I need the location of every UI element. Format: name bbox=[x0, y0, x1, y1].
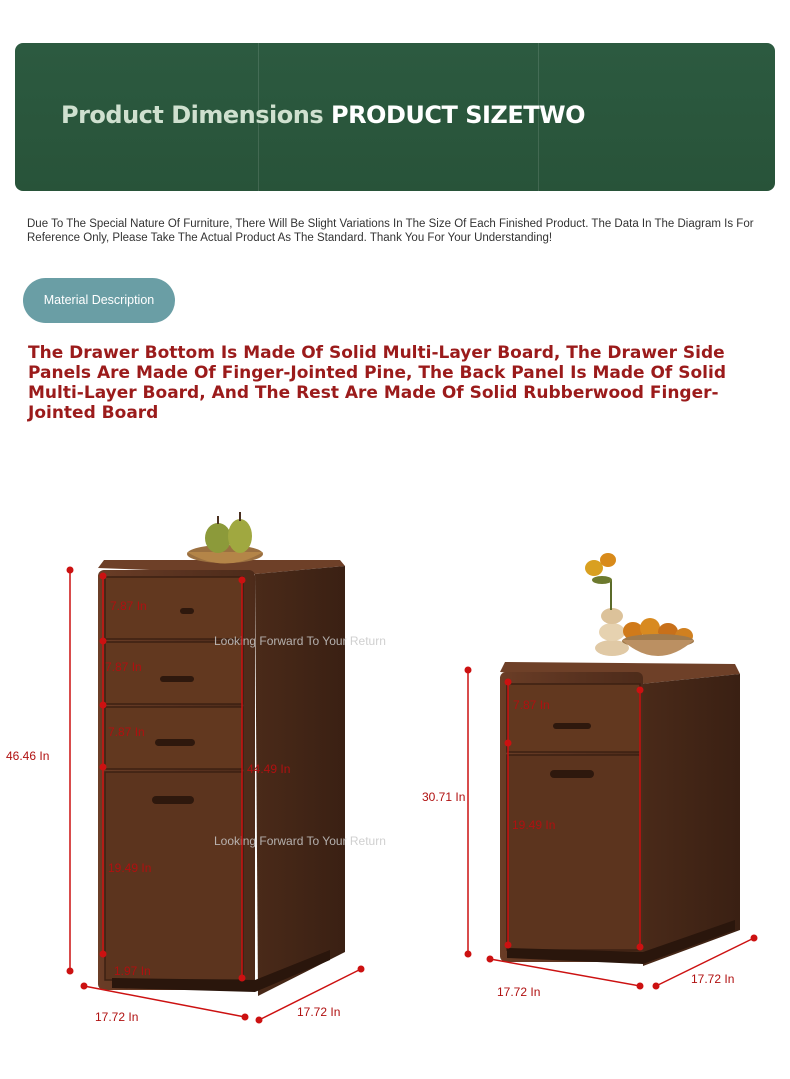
cabinet-side bbox=[255, 566, 345, 996]
material-description-label: Material Description bbox=[23, 278, 175, 323]
product-dimension-figure bbox=[0, 440, 790, 1079]
total-height-label: 46.46 In bbox=[6, 749, 50, 763]
door-handle bbox=[152, 796, 194, 804]
drawer-2-height: 7.87 In bbox=[105, 660, 142, 674]
drawer-1-height: 7.87 In bbox=[110, 599, 147, 613]
depth-label: 17.72 In bbox=[297, 1005, 341, 1019]
cabinet-door bbox=[507, 755, 640, 950]
drawer-3-height: 7.87 In bbox=[108, 725, 145, 739]
drawer-handle bbox=[553, 723, 591, 729]
title-light: Product Dimensions bbox=[61, 101, 324, 129]
disclaimer-note: Due To The Special Nature Of Furniture, There Will Be Slight Variations In The Size Of Each Finished Product. The Data In The Diagram Is For Reference Only, Please Take The Actual Product As The Standard. Thank You For Your Understanding! bbox=[27, 218, 754, 244]
watermark: Looking Forward To Your Return bbox=[214, 834, 386, 848]
material-text: The Drawer Bottom Is Made Of Solid Multi-Layer Board, The Drawer Side Panels Are Made Of Finger-Jointed Pine, The Back Panel Is Made Of Solid Multi-Layer Board, And The Rest Are Made Of Solid Rubberwood Finger-Jointed Board bbox=[28, 343, 726, 423]
door-height-label: 19.49 In bbox=[108, 861, 152, 875]
door-handle bbox=[550, 770, 594, 778]
drawer-1 bbox=[507, 684, 640, 752]
total-height-label: 30.71 In bbox=[422, 790, 466, 804]
short-cabinet bbox=[500, 553, 740, 966]
drawer-handle bbox=[160, 676, 194, 682]
width-label: 17.72 In bbox=[497, 985, 541, 999]
cabinet-side bbox=[640, 674, 740, 966]
tall-cabinet bbox=[98, 512, 345, 996]
header-banner bbox=[15, 43, 775, 191]
watermark: Looking Forward To Your Return bbox=[214, 634, 386, 648]
fruit-bowl bbox=[622, 618, 694, 656]
drawer-handle bbox=[155, 739, 195, 746]
base-height-label: 1.97 In bbox=[114, 964, 151, 978]
cabinet-height-label: 44.49 In bbox=[247, 762, 291, 776]
width-label: 17.72 In bbox=[95, 1010, 139, 1024]
fruit-bowl bbox=[187, 512, 263, 564]
door-height-label: 19.49 In bbox=[512, 818, 556, 832]
page-title bbox=[61, 101, 585, 129]
drawer-handle bbox=[180, 608, 194, 614]
title-bold: PRODUCT SIZETWO bbox=[330, 101, 585, 129]
depth-label: 17.72 In bbox=[691, 972, 735, 986]
drawer-1-height: 7.87 In bbox=[513, 698, 550, 712]
